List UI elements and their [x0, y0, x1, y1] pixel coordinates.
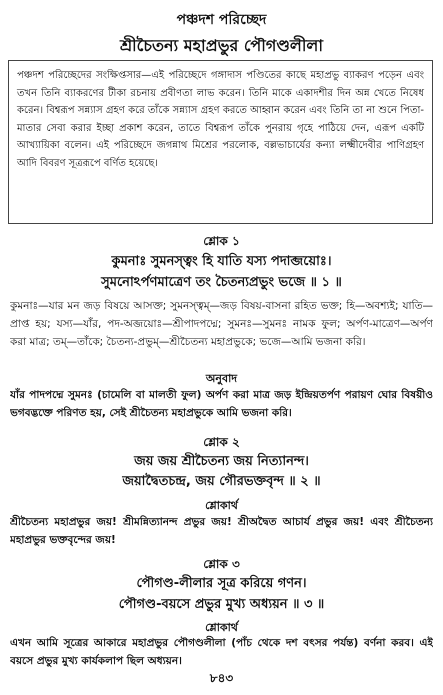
chapter-title: শ্রীচৈতন্য মহাপ্রভুর পৌগণ্ডলীলা	[120, 36, 323, 55]
sloka-3-line-1: পৌগণ্ড-লীলার সূত্র করিয়ে গণন।	[136, 576, 307, 591]
sloka-1-synonyms: কুমনাঃ—যার মন জড় বিষয়ে আসক্ত; সুমনস্ত্বম্—জড় বিষয়-বাসনা রহিত ভক্ত; হি—অবশ্যই; যাতি—প্রাপ্ত হয়; যস্য—যাঁর, পদ-অব্জয়োঃ—শ্রীপাদপদ্মে; সুমনঃ—সুমনঃ নামক ফুল; অর্পণ-মাত্রেণ—অর্পণ করা মাত্র; তম্—তাঁকে; চৈতন্য-প্রভুম্—শ্রীচৈতন্য মহাপ্রভুকে; ভজে—আমি ভজনা করি।	[10, 300, 433, 348]
sloka-2-heading: শ্লোক ২	[203, 435, 240, 449]
sloka-2-meaning-heading: শ্লোকার্থ	[205, 499, 238, 512]
sloka-3-meaning: এখন আমি সূত্রের আকারে মহাপ্রভুর পৌগণ্ডলীলা (পাঁচ থেকে দশ বৎসর পর্যন্ত) বর্ণনা করব। এই বয়সে প্রভুর মুখ্য কার্যকলাপ ছিল অধ্যয়ন।	[10, 637, 433, 667]
chapter-summary-box	[8, 60, 433, 224]
sloka-2-line-2: জয়াদ্বৈতচন্দ্র, জয় গৌরভক্তবৃন্দ ॥ ২ ॥	[122, 474, 321, 489]
sloka-3-meaning-heading: শ্লোকার্থ	[205, 621, 238, 634]
sloka-2-line-1: জয় জয় শ্রীচৈতন্য জয় নিত্যানন্দ।	[134, 454, 309, 469]
sloka-1-line-1: কুমনাঃ সুমনস্ত্বং হি যাতি যস্য পদাব্জয়োঃ।	[111, 254, 332, 269]
page-number: ৮৪৩	[209, 671, 234, 685]
sloka-2-meaning: শ্রীচৈতন্য মহাপ্রভুর জয়! শ্রীমন্নিত্যানন্দ প্রভুর জয়! শ্রীঅদ্বৈত আচার্য প্রভুর জয়! এবং শ্রীচৈতন্য মহাপ্রভুর ভক্তবৃন্দের জয়!	[10, 516, 433, 546]
sloka-1-translation-heading: অনুবাদ	[205, 372, 238, 385]
sloka-1-heading: শ্লোক ১	[203, 234, 240, 248]
chapter-summary-text: পঞ্চদশ পরিচ্ছেদের সংক্ষিপ্তসার—এই পরিচ্ছেদে গঙ্গাদাস পণ্ডিতের কাছে মহাপ্রভু ব্যাকরণ পড়েন এবং তখন তিনি ব্যাকরণের টীকা রচনায় প্রবীণতা লাভ করেন। তিনি মাকে একাদশীর দিন অন্ন খেতে নিষেধ করেন। বিশ্বরূপ সন্ন্যাস গ্রহণ করে তাঁকে সন্ন্যাস গ্রহণ করতে আহ্বান করেন এবং তিনি তা না শুনে পিতা-মাতার সেবা করার ইচ্ছা প্রকাশ করেন, তাতে বিশ্বরূপ তাঁকে পুনরায় গৃহে পাঠিয়ে দেন, এরূপ একটি আখ্যায়িকা বলেন। এই পরিচ্ছেদে জগন্নাথ মিশ্রের পরলোক, বল্লভাচার্যের কন্যা লক্ষ্মীদেবীর পাণিগ্রহণ আদি বিবরণ সূত্ররূপে বর্ণিত হয়েছে।	[17, 70, 424, 169]
sloka-1-translation: যাঁর পাদপদ্মে সুমনঃ (চামেলি বা মালতী ফুল) অর্পণ করা মাত্র জড় ইন্দ্রিয়তর্পণ পরায়ণ ঘোর বিষয়ীও ভগবদ্ভক্তে পরিণত হয়, সেই শ্রীচৈতন্য মহাপ্রভুকে আমি ভজনা করি।	[10, 389, 433, 419]
sloka-3-heading: শ্লোক ৩	[203, 557, 240, 571]
sloka-3-line-2: পৌগণ্ড-বয়সে প্রভুর মুখ্য অধ্যয়ন ॥ ৩ ॥	[118, 597, 325, 612]
sloka-1-line-2: সুমনোঽর্পণমাত্রেণ তং চৈতন্যপ্রভুং ভজে ॥ ১ ॥	[101, 275, 342, 290]
chapter-heading: পঞ্চদশ পরিচ্ছেদ	[176, 12, 267, 28]
